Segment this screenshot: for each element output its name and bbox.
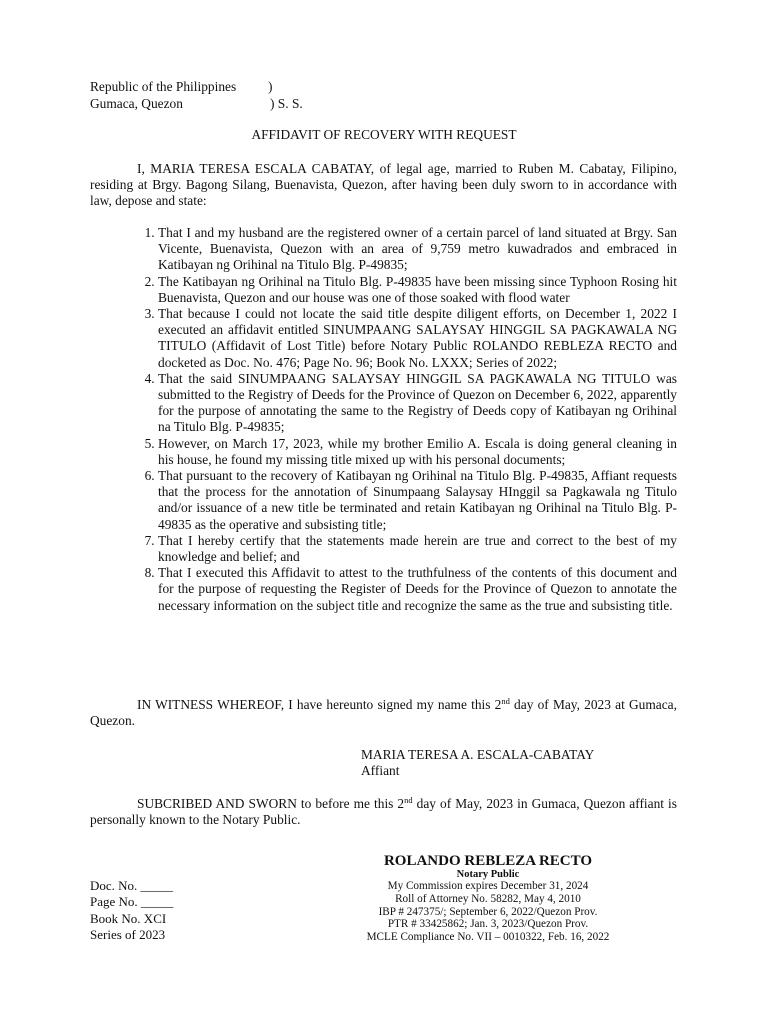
witness-text-after: day of May, 2023 at Gumaca, Quezon. — [90, 697, 677, 729]
witness-ordinal: nd — [501, 696, 510, 706]
docket-reference — [90, 878, 173, 943]
list-item: 7. That I hereby certify that the statements made herein are true and correct to the best of my knowledge and belief; and — [158, 533, 677, 565]
notary-ibp: IBP # 247375/; September 6, 2022/Quezon Prov. — [378, 905, 598, 918]
venue-bracket: ) — [268, 79, 273, 94]
list-item: 6. That pursuant to the recovery of Katibayan ng Orihinal na Titulo Blg. P-49835, Affiant requests that the process for the annotation of Sinumpaang Salaysay HInggil sa Pagkawala ng Titulo and/or issuance of a new title be terminated and retain Katibayan ng Orihinal na Titulo Blg. P-49835 as the operative and subsisting title; — [158, 468, 677, 533]
notary-block — [330, 853, 646, 944]
affiant-signature-block — [361, 747, 594, 779]
list-item: 3. That because I could not locate the said title despite diligent efforts, on December 1, 2022 I executed an affidavit entitled SINUMPAANG SALAYSAY HINGGIL SA PAGKAWALA NG TITULO (Affidavit of Lost Title) before Notary Public ROLANDO REBLEZA RECTO and docketed as Doc. No. 476; Page No. 96; Book No. LXXX; Series of 2022; — [158, 306, 677, 371]
list-item: 5. However, on March 17, 2023, while my brother Emilio A. Escala is doing general cleaning in his house, he found my missing title mixed up with his personal documents; — [158, 436, 677, 468]
document-title: AFFIDAVIT OF RECOVERY WITH REQUEST — [251, 127, 517, 142]
jurat-text-after: day of May, 2023 in Gumaca, Quezon affiant is personally known to the Notary Public. — [90, 796, 677, 828]
venue-ss: ) S. S. — [270, 95, 303, 111]
venue-city: Gumaca, Quezon — [90, 95, 183, 111]
venue-country: Republic of the Philippines — [90, 79, 237, 94]
witness-text-before: IN WITNESS WHEREOF, I have hereunto signed my name this 2 — [137, 697, 502, 712]
jurat-text-before: SUBCRIBED AND SWORN to before me this 2 — [137, 796, 405, 811]
doc-number: Doc. No. _____ — [90, 878, 174, 893]
notary-mcle: MCLE Compliance No. VII – 0010322, Feb. 16, 2022 — [366, 931, 610, 944]
page-number: Page No. _____ — [90, 894, 174, 910]
affiant-name: MARIA TERESA A. ESCALA-CABATAY — [361, 747, 595, 762]
jurat-paragraph — [90, 796, 677, 828]
notary-commission: My Commission expires December 31, 2024 — [387, 880, 589, 892]
list-item: 4. That the said SINUMPAANG SALAYSAY HINGGIL SA PAGKAWALA NG TITULO was submitted to the Registry of Deeds for the Province of Quezon on December 6, 2022, apparently for the purpose of annotating the same to the Registry of Deeds copy of Katibayan ng Orihinal na Titulo Blg. P-49835; — [158, 371, 677, 436]
affiant-role: Affiant — [361, 763, 400, 779]
witness-paragraph — [90, 697, 677, 729]
notary-title: Notary Public — [456, 869, 520, 880]
venue-block — [90, 79, 390, 112]
book-number: Book No. XCI — [90, 910, 167, 926]
list-item: 8. That I executed this Affidavit to attest to the truthfulness of the contents of this document and for the purpose of requesting the Register of Deeds for the Province of Quezon to annotate the necessary information on the subject title and recognize the same as the true and subsisting title. — [158, 565, 677, 614]
list-item: 1. That I and my husband are the registered owner of a certain parcel of land situated at Brgy. San Vicente, Buenavista, Quezon with an area of 9,759 metro kuwadrados and embraced in Katibayan ng Orihinal na Titulo Blg. P-49835; — [158, 225, 677, 274]
intro-paragraph: I, MARIA TERESA ESCALA CABATAY, of legal age, married to Ruben M. Cabatay, Filipino, residing at Brgy. Bagong Silang, Buenavista, Quezon, after having been duly sworn to in accordance with law, depose and state: — [90, 161, 677, 209]
statement-list — [90, 225, 677, 614]
list-item: 2. The Katibayan ng Orihinal na Titulo Blg. P-49835 have been missing since Typhoon Rosing hit Buenavista, Quezon and our house was one of those soaked with flood water — [158, 274, 677, 306]
notary-roll: Roll of Attorney No. 58282, May 4, 2010 — [395, 892, 581, 905]
notary-name: ROLANDO REBLEZA RECTO — [383, 853, 593, 869]
jurat-ordinal: nd — [404, 795, 413, 805]
series-year: Series of 2023 — [90, 926, 166, 942]
notary-ptr: PTR # 33425862; Jan. 3, 2023/Quezon Prov. — [387, 918, 589, 931]
